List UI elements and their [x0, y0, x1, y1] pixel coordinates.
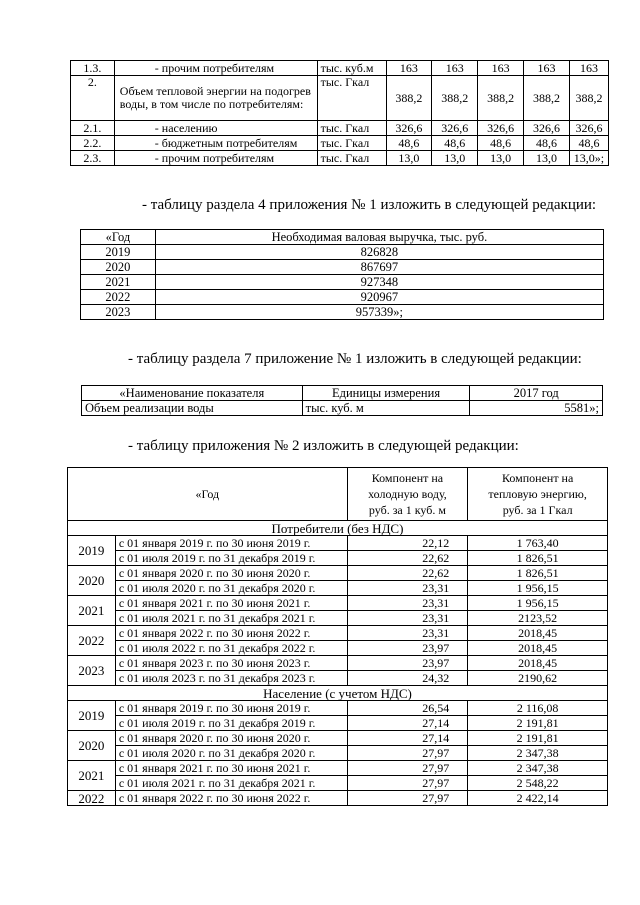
- row-unit: тыс. Гкал: [317, 121, 386, 136]
- year-cell: 2023: [81, 305, 156, 320]
- table-row: [81, 275, 604, 290]
- heat-energy-cell: 2123,52: [468, 611, 608, 626]
- indicator-unit: тыс. куб. м: [302, 401, 470, 416]
- row-unit: тыс. Гкал: [317, 76, 386, 121]
- row-value: 163: [569, 61, 608, 76]
- table-row: [68, 581, 608, 596]
- cold-water-cell: 23,31: [347, 611, 468, 626]
- header-heat-line2: тепловую энергию,: [488, 487, 587, 501]
- header-indicator: «Наименование показателя: [82, 386, 303, 401]
- table-row: [82, 401, 603, 416]
- year-cell: 2023: [68, 656, 116, 686]
- heat-energy-cell: 2 191,81: [468, 716, 608, 731]
- header-cold-line1: Компонент на: [371, 471, 444, 485]
- revenue-cell: 927348: [155, 275, 603, 290]
- header-cold-water: [347, 468, 468, 521]
- table-row: [71, 121, 609, 136]
- revenue-cell: 826828: [155, 245, 603, 260]
- year-cell: 2022: [81, 290, 156, 305]
- cold-water-cell: 27,14: [347, 731, 468, 746]
- period-cell: с 01 января 2021 г. по 30 июня 2021 г.: [115, 596, 347, 611]
- cold-water-cell: 22,62: [347, 566, 468, 581]
- row-value: 13,0: [386, 151, 432, 166]
- period-cell: с 01 июля 2021 г. по 31 декабря 2021 г.: [115, 776, 347, 791]
- period-cell: с 01 января 2020 г. по 30 июня 2020 г.: [115, 566, 347, 581]
- table-row: [68, 671, 608, 686]
- heat-energy-cell: 1 956,15: [468, 581, 608, 596]
- table-row: [68, 596, 608, 611]
- header-heat-line3: руб. за 1 Гкал: [502, 503, 573, 517]
- section-header-row: [68, 521, 608, 536]
- cold-water-cell: 22,62: [347, 551, 468, 566]
- period-cell: с 01 июля 2020 г. по 31 декабря 2020 г.: [115, 746, 347, 761]
- row-value: 326,6: [524, 121, 570, 136]
- period-cell: с 01 июля 2021 г. по 31 декабря 2021 г.: [115, 611, 347, 626]
- table-row: [71, 151, 609, 166]
- row-name: Объем тепловой энергии на подогрев воды, в том числе по потребителям:: [114, 76, 317, 121]
- table-row: [68, 626, 608, 641]
- cold-water-cell: 27,97: [347, 776, 468, 791]
- row-value: 388,2: [478, 76, 524, 121]
- cold-water-cell: 23,97: [347, 656, 468, 671]
- revenue-cell: 957339»;: [155, 305, 603, 320]
- row-value: 13,0: [432, 151, 478, 166]
- revenue-cell: 867697: [155, 260, 603, 275]
- heat-energy-cell: 1 763,40: [468, 536, 608, 551]
- heat-energy-cell: 2018,45: [468, 641, 608, 656]
- table-row: [68, 776, 608, 791]
- header-heat-energy: [468, 468, 608, 521]
- row-value: 326,6: [386, 121, 432, 136]
- indicator-name: Объем реализации воды: [82, 401, 303, 416]
- section-header-row: [68, 686, 608, 701]
- section-title: Население (с учетом НДС): [68, 686, 608, 701]
- heat-energy-cell: 2 548,22: [468, 776, 608, 791]
- heat-energy-cell: 2 347,38: [468, 761, 608, 776]
- row-number: 2.1.: [71, 121, 115, 136]
- header-year: «Год: [81, 230, 156, 245]
- table-row: [71, 61, 609, 76]
- row-value: 48,6: [478, 136, 524, 151]
- table-row: [68, 731, 608, 746]
- header-cold-line3: руб. за 1 куб. м: [368, 503, 446, 517]
- row-value: 13,0: [478, 151, 524, 166]
- period-cell: с 01 июля 2023 г. по 31 декабря 2023 г.: [115, 671, 347, 686]
- table-row: [68, 551, 608, 566]
- header-cold-line2: холодную воду,: [368, 487, 447, 501]
- tariff-table: [67, 467, 608, 806]
- table-row: [68, 641, 608, 656]
- year-cell: 2019: [81, 245, 156, 260]
- year-cell: 2020: [81, 260, 156, 275]
- period-cell: с 01 июля 2022 г. по 31 декабря 2022 г.: [115, 641, 347, 656]
- heat-energy-cell: 2 116,08: [468, 701, 608, 716]
- year-cell: 2021: [68, 761, 116, 791]
- row-unit: тыс. Гкал: [317, 136, 386, 151]
- table-row: [68, 611, 608, 626]
- cold-water-cell: 26,54: [347, 701, 468, 716]
- year-cell: 2022: [68, 626, 116, 656]
- year-cell: 2019: [68, 536, 116, 566]
- row-value: 388,2: [386, 76, 432, 121]
- heat-energy-cell: 2 191,81: [468, 731, 608, 746]
- revenue-table: [80, 229, 604, 320]
- row-value: 163: [386, 61, 432, 76]
- heat-energy-cell: 2 422,14: [468, 791, 608, 806]
- table-row: [68, 791, 608, 806]
- year-cell: 2019: [68, 701, 116, 731]
- row-number: 1.3.: [71, 61, 115, 76]
- heat-energy-cell: 2190,62: [468, 671, 608, 686]
- cold-water-cell: 23,31: [347, 596, 468, 611]
- row-value: 326,6: [569, 121, 608, 136]
- period-cell: с 01 января 2023 г. по 30 июня 2023 г.: [115, 656, 347, 671]
- table-row: [68, 701, 608, 716]
- cold-water-cell: 23,31: [347, 581, 468, 596]
- row-value: 48,6: [432, 136, 478, 151]
- cold-water-cell: 27,97: [347, 791, 468, 806]
- table-row: [68, 716, 608, 731]
- year-cell: 2021: [68, 596, 116, 626]
- cold-water-cell: 23,97: [347, 641, 468, 656]
- row-value: 48,6: [386, 136, 432, 151]
- row-value: 163: [478, 61, 524, 76]
- table-row: [71, 136, 609, 151]
- row-number: 2.3.: [71, 151, 115, 166]
- consumption-table: [70, 60, 609, 166]
- table-row: [81, 260, 604, 275]
- row-unit: тыс. куб.м: [317, 61, 386, 76]
- indicator-value: 5581»;: [470, 401, 603, 416]
- cold-water-cell: 24,32: [347, 671, 468, 686]
- period-cell: с 01 июля 2019 г. по 31 декабря 2019 г.: [115, 716, 347, 731]
- table-row: [68, 761, 608, 776]
- row-value: 388,2: [524, 76, 570, 121]
- table-row: [68, 536, 608, 551]
- cold-water-cell: 23,31: [347, 626, 468, 641]
- sales-volume-table: [81, 385, 603, 416]
- row-name: - прочим потребителям: [114, 61, 317, 76]
- row-number: 2.2.: [71, 136, 115, 151]
- heat-energy-cell: 1 956,15: [468, 596, 608, 611]
- period-cell: с 01 января 2019 г. по 30 июня 2019 г.: [115, 701, 347, 716]
- cold-water-cell: 22,12: [347, 536, 468, 551]
- paragraph-section7: - таблицу раздела 7 приложение № 1 изложить в следующей редакции:: [128, 351, 582, 367]
- row-value: 13,0: [524, 151, 570, 166]
- header-revenue: Необходимая валовая выручка, тыс. руб.: [155, 230, 603, 245]
- period-cell: с 01 июля 2019 г. по 31 декабря 2019 г.: [115, 551, 347, 566]
- period-cell: с 01 января 2022 г. по 30 июня 2022 г.: [115, 791, 347, 806]
- row-value: 388,2: [432, 76, 478, 121]
- heat-energy-cell: 1 826,51: [468, 566, 608, 581]
- year-cell: 2020: [68, 731, 116, 761]
- row-value: 48,6: [569, 136, 608, 151]
- header-unit: Единицы измерения: [302, 386, 470, 401]
- heat-energy-cell: 1 826,51: [468, 551, 608, 566]
- cold-water-cell: 27,97: [347, 761, 468, 776]
- table-header-row: [68, 468, 608, 521]
- period-cell: с 01 января 2019 г. по 30 июня 2019 г.: [115, 536, 347, 551]
- table-row: [68, 656, 608, 671]
- table-row: [81, 245, 604, 260]
- table-row: [81, 305, 604, 320]
- header-heat-line1: Компонент на: [501, 471, 574, 485]
- heat-energy-cell: 2018,45: [468, 626, 608, 641]
- section-title: Потребители (без НДС): [68, 521, 608, 536]
- period-cell: с 01 января 2021 г. по 30 июня 2021 г.: [115, 761, 347, 776]
- heat-energy-cell: 2018,45: [468, 656, 608, 671]
- row-value: 163: [524, 61, 570, 76]
- header-year: 2017 год: [470, 386, 603, 401]
- row-value: 48,6: [524, 136, 570, 151]
- table-row: [68, 566, 608, 581]
- table-row: [68, 746, 608, 761]
- row-unit: тыс. Гкал: [317, 151, 386, 166]
- paragraph-section4: - таблицу раздела 4 приложения № 1 изложить в следующей редакции:: [142, 197, 597, 213]
- table-header-row: [81, 230, 604, 245]
- revenue-cell: 920967: [155, 290, 603, 305]
- row-value: 388,2: [569, 76, 608, 121]
- year-cell: 2022: [68, 791, 116, 806]
- year-cell: 2021: [81, 275, 156, 290]
- period-cell: с 01 января 2020 г. по 30 июня 2020 г.: [115, 731, 347, 746]
- row-value: 163: [432, 61, 478, 76]
- row-number: 2.: [71, 76, 115, 121]
- row-name: - бюджетным потребителям: [114, 136, 317, 151]
- table-header-row: [82, 386, 603, 401]
- period-cell: с 01 июля 2020 г. по 31 декабря 2020 г.: [115, 581, 347, 596]
- row-name: - прочим потребителям: [114, 151, 317, 166]
- row-value: 326,6: [478, 121, 524, 136]
- heat-energy-cell: 2 347,38: [468, 746, 608, 761]
- table-row: [71, 76, 609, 121]
- cold-water-cell: 27,97: [347, 746, 468, 761]
- paragraph-appendix2: - таблицу приложения № 2 изложить в следующей редакции:: [128, 438, 519, 454]
- table-row: [81, 290, 604, 305]
- row-value: 326,6: [432, 121, 478, 136]
- period-cell: с 01 января 2022 г. по 30 июня 2022 г.: [115, 626, 347, 641]
- cold-water-cell: 27,14: [347, 716, 468, 731]
- year-cell: 2020: [68, 566, 116, 596]
- row-value: 13,0»;: [569, 151, 608, 166]
- header-year: «Год: [68, 468, 348, 521]
- row-name: - населению: [114, 121, 317, 136]
